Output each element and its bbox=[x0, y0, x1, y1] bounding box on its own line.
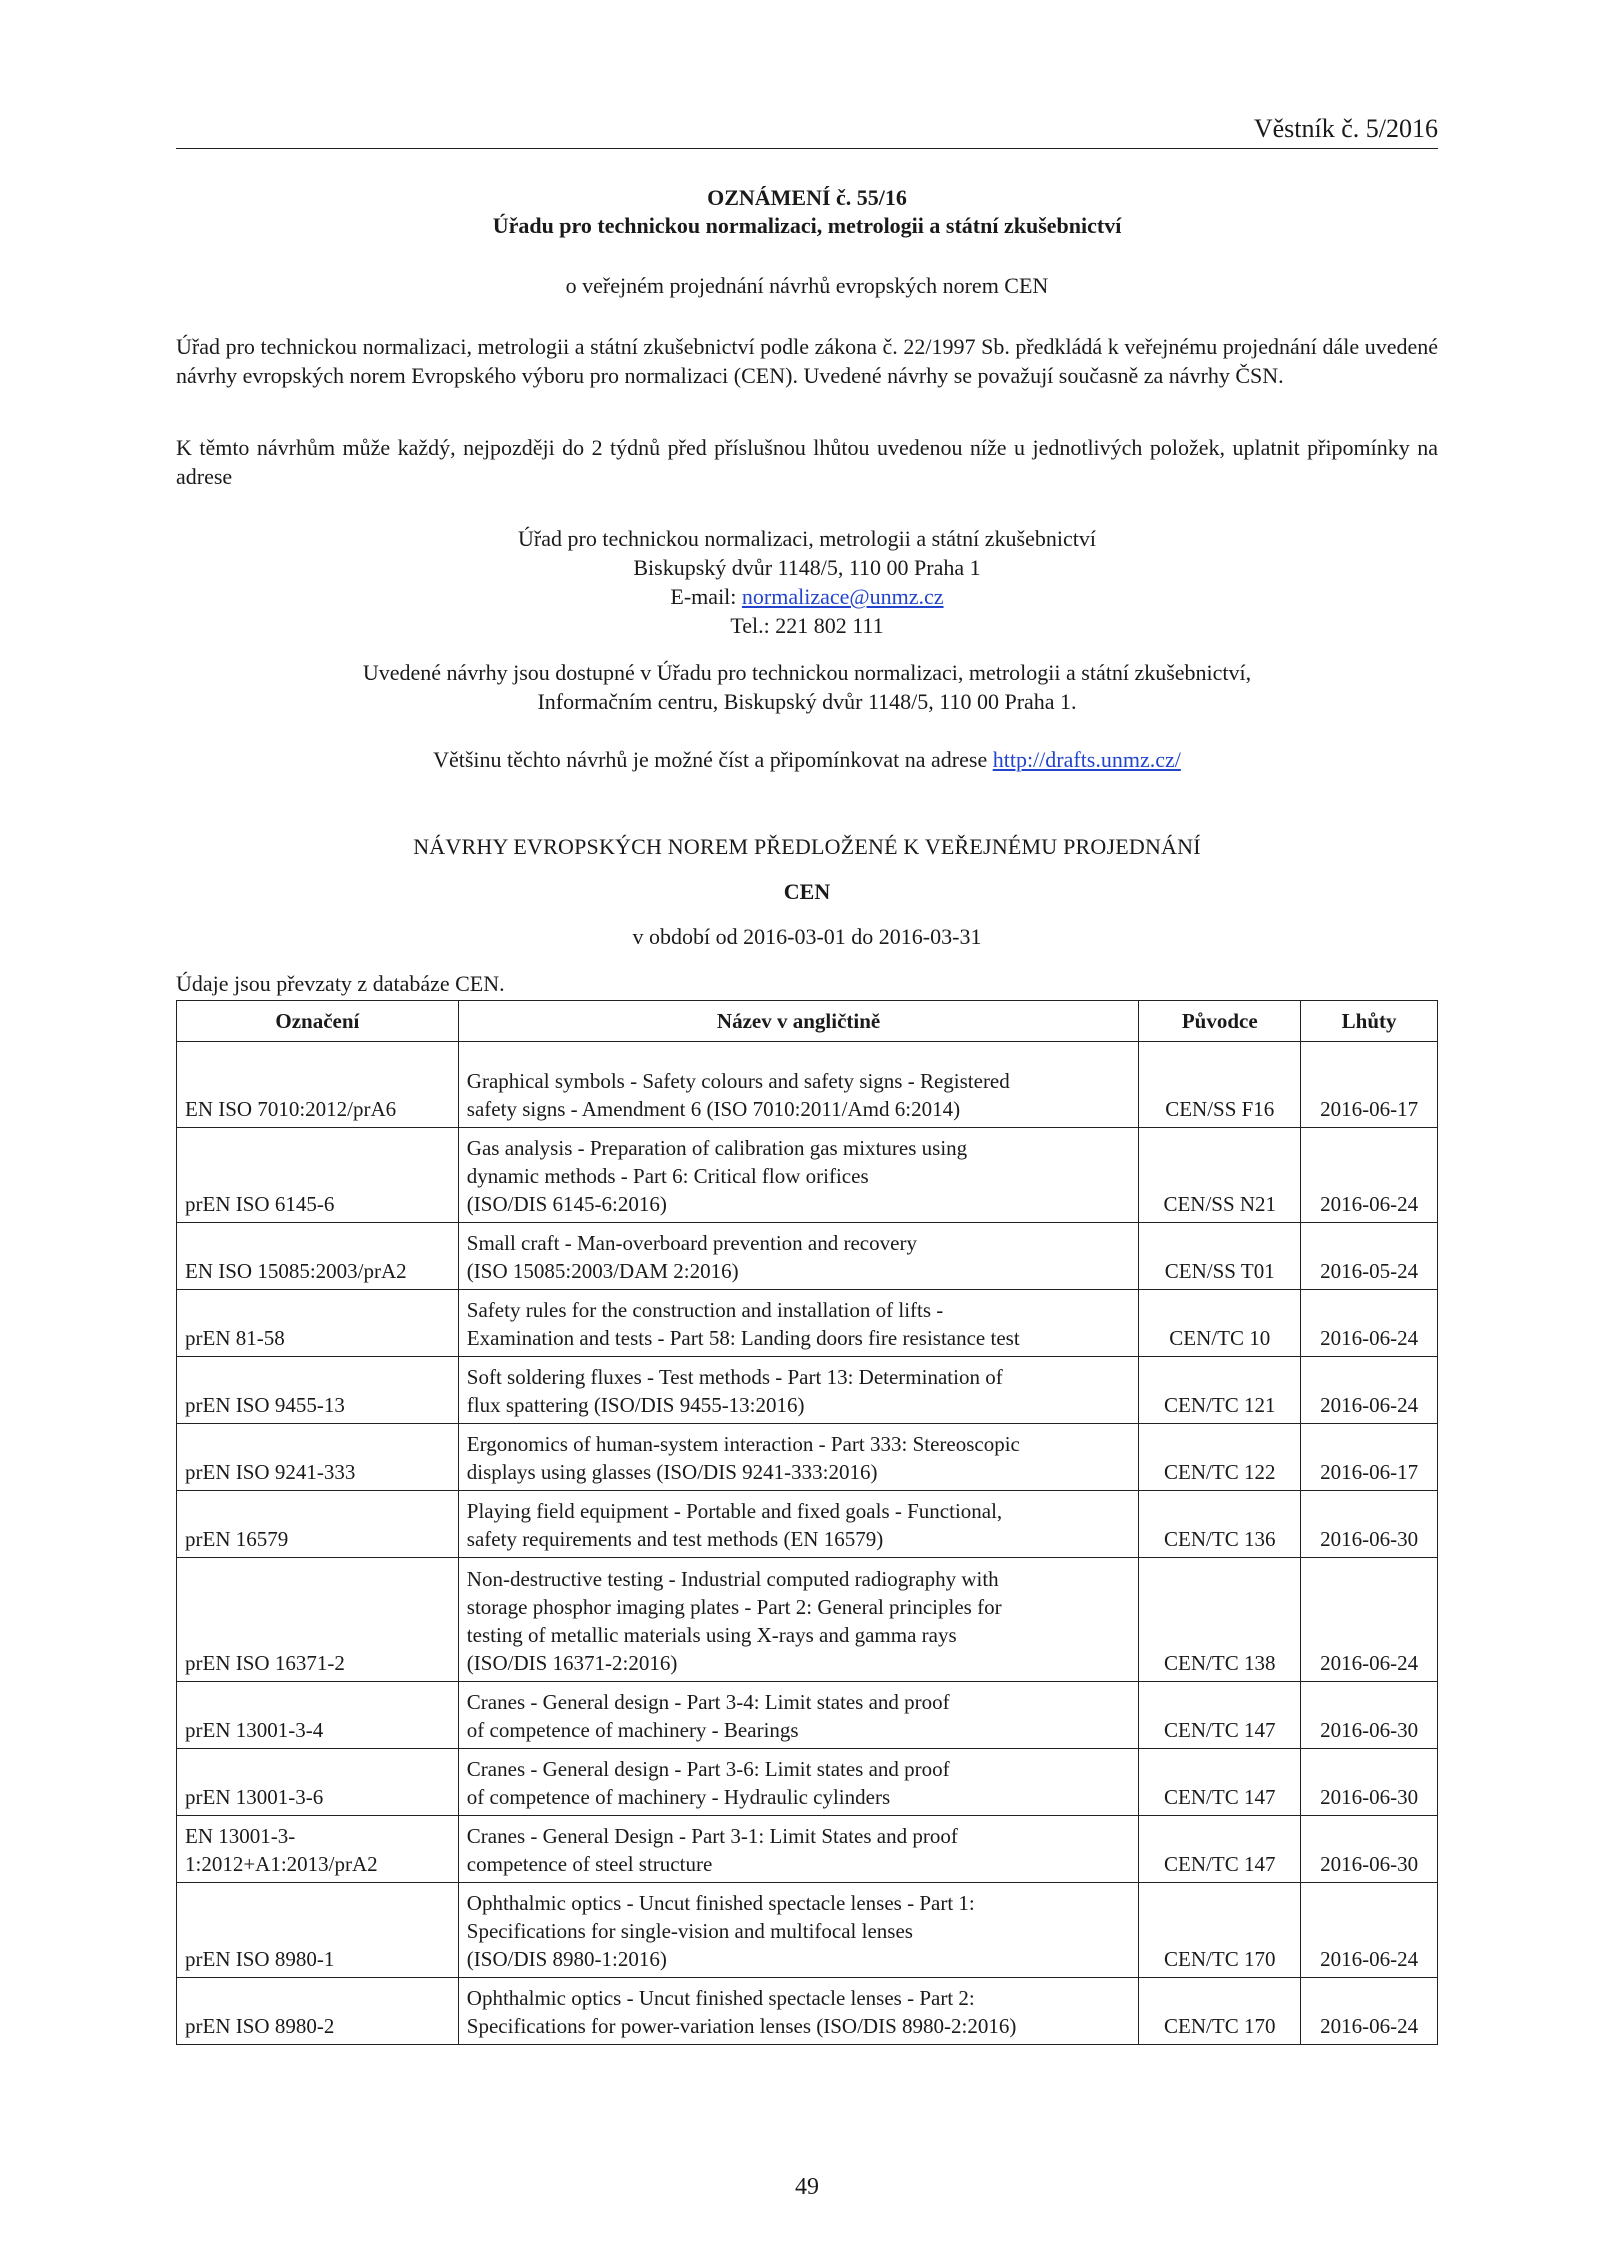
section-org: CEN bbox=[783, 879, 831, 904]
cell-origin: CEN/TC 138 bbox=[1139, 1558, 1301, 1682]
availability-line-1: Uvedené návrhy jsou dostupné v Úřadu pro technickou normalizaci, metrologii a státní zkušebnictví, bbox=[362, 660, 1252, 685]
cell-name: Small craft - Man-overboard prevention and recovery (ISO 15085:2003/DAM 2:2016) bbox=[458, 1223, 1139, 1290]
cell-code: EN ISO 7010:2012/prA6 bbox=[177, 1042, 459, 1128]
cell-deadline: 2016-06-24 bbox=[1301, 1883, 1438, 1978]
cell-origin: CEN/SS N21 bbox=[1139, 1128, 1301, 1223]
cell-name: Cranes - General design - Part 3-6: Limit states and proof of competence of machinery - Hydraulic cylinders bbox=[458, 1749, 1139, 1816]
cell-code: prEN ISO 9455-13 bbox=[177, 1357, 459, 1424]
table-header-row bbox=[177, 1001, 1438, 1042]
cell-name: Ophthalmic optics - Uncut finished spectacle lenses - Part 2: Specifications for power-variation lenses (ISO/DIS 8980-2:2016) bbox=[458, 1978, 1139, 2045]
page-number: 49 bbox=[795, 2174, 819, 2200]
cell-deadline: 2016-06-17 bbox=[1301, 1042, 1438, 1128]
cell-name: Gas analysis - Preparation of calibration gas mixtures using dynamic methods - Part 6: Critical flow orifices (ISO/DIS 6145-6:2016) bbox=[458, 1128, 1139, 1223]
intro-paragraph: Úřad pro technickou normalizaci, metrologii a státní zkušebnictví podle zákona č. 22/1997 Sb. předkládá k veřejnému projednání dále uvedené návrhy evropských norem Evropského výboru pro normalizaci (CEN). Uvedené návrhy se považují současně za návrhy ČSN. bbox=[176, 334, 1438, 388]
cell-deadline: 2016-06-30 bbox=[1301, 1491, 1438, 1558]
table-row bbox=[177, 1491, 1438, 1558]
cell-name: Safety rules for the construction and installation of lifts - Examination and tests - Part 58: Landing doors fire resistance test bbox=[458, 1290, 1139, 1357]
cell-code: prEN 13001-3-6 bbox=[177, 1749, 459, 1816]
section-heading: NÁVRHY EVROPSKÝCH NOREM PŘEDLOŽENÉ K VEŘEJNÉMU PROJEDNÁNÍ bbox=[413, 834, 1201, 859]
table-row bbox=[177, 1424, 1438, 1491]
cell-origin: CEN/TC 170 bbox=[1139, 1883, 1301, 1978]
col-header-name: Název v angličtině bbox=[458, 1001, 1139, 1042]
cell-code: EN 13001-3- 1:2012+A1:2013/prA2 bbox=[177, 1816, 459, 1883]
cell-deadline: 2016-06-24 bbox=[1301, 1290, 1438, 1357]
cell-origin: CEN/TC 170 bbox=[1139, 1978, 1301, 2045]
section-period: v období od 2016-03-01 do 2016-03-31 bbox=[632, 924, 982, 949]
cell-deadline: 2016-06-24 bbox=[1301, 1558, 1438, 1682]
announcement-title: OZNÁMENÍ č. 55/16 bbox=[707, 185, 907, 210]
source-note: Údaje jsou převzaty z databáze CEN. bbox=[176, 971, 505, 996]
cell-name: Ophthalmic optics - Uncut finished spectacle lenses - Part 1: Specifications for single-vision and multifocal lenses (ISO/DIS 8980-1:2016) bbox=[458, 1883, 1139, 1978]
cell-origin: CEN/SS T01 bbox=[1139, 1223, 1301, 1290]
cell-code: prEN ISO 9241-333 bbox=[177, 1424, 459, 1491]
cell-origin: CEN/TC 136 bbox=[1139, 1491, 1301, 1558]
address-email-line bbox=[176, 582, 1438, 611]
cell-name: Ergonomics of human-system interaction - Part 333: Stereoscopic displays using glasses (ISO/DIS 9241-333:2016) bbox=[458, 1424, 1139, 1491]
table-row bbox=[177, 1223, 1438, 1290]
cell-code: prEN ISO 8980-1 bbox=[177, 1883, 459, 1978]
cell-code: prEN ISO 6145-6 bbox=[177, 1128, 459, 1223]
issue-label: Věstník č. 5/2016 bbox=[1253, 114, 1438, 143]
comments-paragraph: K těmto návrhům může každý, nejpozději do 2 týdnů před příslušnou lhůtou uvedenou níže u jednotlivých položek, uplatnit připomínky na adrese bbox=[176, 435, 1438, 489]
drafts-table bbox=[176, 1000, 1438, 2045]
cell-origin: CEN/TC 147 bbox=[1139, 1749, 1301, 1816]
table-row bbox=[177, 1978, 1438, 2045]
announcement-office: Úřadu pro technickou normalizaci, metrologii a státní zkušebnictví bbox=[492, 213, 1122, 238]
address-street: Biskupský dvůr 1148/5, 110 00 Praha 1 bbox=[633, 555, 981, 580]
table-row bbox=[177, 1883, 1438, 1978]
cell-name: Cranes - General design - Part 3-4: Limit states and proof of competence of machinery - Bearings bbox=[458, 1682, 1139, 1749]
drafts-portal-line bbox=[176, 745, 1438, 774]
availability-line-2: Informačním centru, Biskupský dvůr 1148/5, 110 00 Praha 1. bbox=[537, 689, 1077, 714]
cell-origin: CEN/SS F16 bbox=[1139, 1042, 1301, 1128]
cell-deadline: 2016-06-30 bbox=[1301, 1682, 1438, 1749]
cell-code: prEN 16579 bbox=[177, 1491, 459, 1558]
cell-deadline: 2016-06-24 bbox=[1301, 1978, 1438, 2045]
table-row bbox=[177, 1816, 1438, 1883]
cell-name: Graphical symbols - Safety colours and safety signs - Registered safety signs - Amendment 6 (ISO 7010:2011/Amd 6:2014) bbox=[458, 1042, 1139, 1128]
col-header-origin: Původce bbox=[1139, 1001, 1301, 1042]
email-label: E-mail: bbox=[670, 584, 742, 609]
col-header-code: Označení bbox=[177, 1001, 459, 1042]
cell-name: Soft soldering fluxes - Test methods - Part 13: Determination of flux spattering (ISO/DIS 9455-13:2016) bbox=[458, 1357, 1139, 1424]
cell-deadline: 2016-05-24 bbox=[1301, 1223, 1438, 1290]
cell-deadline: 2016-06-30 bbox=[1301, 1816, 1438, 1883]
table-row bbox=[177, 1749, 1438, 1816]
cell-name: Playing field equipment - Portable and fixed goals - Functional, safety requirements and test methods (EN 16579) bbox=[458, 1491, 1139, 1558]
cell-code: prEN ISO 8980-2 bbox=[177, 1978, 459, 2045]
cell-deadline: 2016-06-24 bbox=[1301, 1357, 1438, 1424]
announcement-subject: o veřejném projednání návrhů evropských norem CEN bbox=[565, 273, 1049, 298]
table-row bbox=[177, 1290, 1438, 1357]
address-phone: Tel.: 221 802 111 bbox=[730, 613, 884, 638]
cell-deadline: 2016-06-17 bbox=[1301, 1424, 1438, 1491]
cell-name: Non-destructive testing - Industrial computed radiography with storage phosphor imaging plates - Part 2: General principles for testing of metallic materials using X-rays and gamma rays (ISO/DIS 16371-2:2016) bbox=[458, 1558, 1139, 1682]
running-header bbox=[176, 112, 1438, 149]
cell-code: prEN 81-58 bbox=[177, 1290, 459, 1357]
cell-code: prEN ISO 16371-2 bbox=[177, 1558, 459, 1682]
table-row bbox=[177, 1042, 1438, 1128]
cell-deadline: 2016-06-24 bbox=[1301, 1128, 1438, 1223]
col-header-deadline: Lhůty bbox=[1301, 1001, 1438, 1042]
table-row bbox=[177, 1558, 1438, 1682]
cell-deadline: 2016-06-30 bbox=[1301, 1749, 1438, 1816]
cell-code: EN ISO 15085:2003/prA2 bbox=[177, 1223, 459, 1290]
cell-code: prEN 13001-3-4 bbox=[177, 1682, 459, 1749]
table-row bbox=[177, 1357, 1438, 1424]
cell-origin: CEN/TC 147 bbox=[1139, 1816, 1301, 1883]
table-row bbox=[177, 1682, 1438, 1749]
cell-name: Cranes - General Design - Part 3-1: Limit States and proof competence of steel structure bbox=[458, 1816, 1139, 1883]
cell-origin: CEN/TC 147 bbox=[1139, 1682, 1301, 1749]
drafts-portal-link[interactable]: http://drafts.unmz.cz/ bbox=[992, 747, 1181, 772]
email-link[interactable]: normalizace@unmz.cz bbox=[741, 584, 944, 609]
cell-origin: CEN/TC 122 bbox=[1139, 1424, 1301, 1491]
address-office: Úřad pro technickou normalizaci, metrologii a státní zkušebnictví bbox=[518, 526, 1096, 551]
cell-origin: CEN/TC 10 bbox=[1139, 1290, 1301, 1357]
table-row bbox=[177, 1128, 1438, 1223]
cell-origin: CEN/TC 121 bbox=[1139, 1357, 1301, 1424]
drafts-portal-text: Většinu těchto návrhů je možné číst a připomínkovat na adrese bbox=[433, 747, 993, 772]
